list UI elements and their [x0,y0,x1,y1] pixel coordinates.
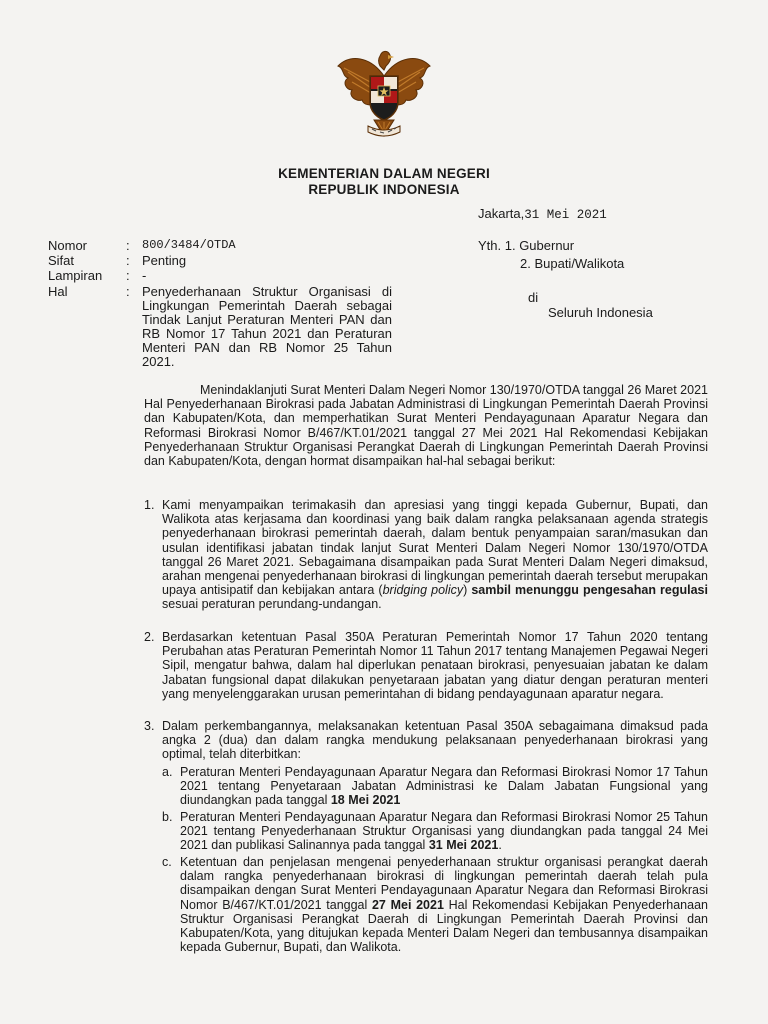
intro-text: Menindaklanjuti Surat Menteri Dalam Negeri Nomor 130/1970/OTDA tanggal 26 Maret 2021 Hal Penyederhanaan Birokrasi pada Jabatan Administrasi di Lingkungan Pemerintah Daerah Provinsi dan Kabupaten/Kota, dan memperhatikan Surat Menteri Pendayagunaan Aparatur Negara dan Reformasi Birokrasi Nomor B/467/KT.01/2021 tanggal 27 Mei 2021 Hal Rekomendasi Kebijakan Penyederhanaan Struktur Organisasi Perangkat Daerah di Lingkungan Pemerintah Daerah Provinsi dan Kabupaten/Kota, dengan hormat disampaikan hal-hal sebagai berikut: [144,383,708,469]
ministry-title: KEMENTERIAN DALAM NEGERI [278,166,490,181]
sub-item-letter: a. [162,765,173,779]
item-3-text: Dalam perkembangannya, melaksanakan ketentuan Pasal 350A sebagaimana dimaksud pada angka 2 (dua) dan dalam rangka mendukung pelaksanaan penyederhanaan birokrasi yang optimal, telah diterbitkan: [162,719,708,762]
hal-label: Hal [48,284,68,299]
recipient-di: di [528,290,539,305]
item-1-bold: sambil menunggu pengesahan regulasi [471,583,708,598]
nomor-value: 800/3484/OTDA [142,238,236,252]
item-1-text-b: ) [463,583,472,598]
sub-item-c-text [180,855,708,954]
date-city: Jakarta, [478,206,525,221]
sub-c-text-a: Ketentuan dan penjelasan mengenai penyederhanaan struktur organisasi perangkat daerah dalam rangka penyederhanaan birokrasi di lingkungan pemerintah daerah telah pula disampaikan dengan Surat Menteri Pendayagunaan Aparatur Negara dan Reformasi Birokrasi Nomor B/467/KT.01/2021 tanggal [180,855,708,912]
item-1-text-c: sesuai peraturan perundang-undangan. [162,597,382,612]
date-value: 31 Mei 2021 [524,208,607,222]
sub-item-b-text [180,810,708,853]
sub-a-text: Peraturan Menteri Pendayagunaan Aparatur Negara dan Reformasi Birokrasi Nomor 17 Tahun 2021 tentang Penyetaraan Jabatan Administrasi ke Dalam Jabatan Fungsional yang diundangkan pada tanggal [180,765,708,808]
sifat-label: Sifat [48,253,75,268]
intro-paragraph [144,383,708,468]
colon: : [126,253,130,268]
recipient-place: Seluruh Indonesia [548,305,653,320]
colon: : [126,268,130,283]
item-1-text [162,498,708,612]
colon: : [126,284,130,299]
item-number: 2. [144,630,155,644]
sifat-value: Penting [142,253,187,268]
sub-item-a-text [180,765,708,808]
letter-date [478,206,607,222]
lampiran-value: - [142,268,147,283]
country-title: REPUBLIK INDONESIA [308,182,460,197]
hal-value: Penyederhanaan Struktur Organisasi di Lingkungan Pemerintah Daerah sebagai Tindak Lanjut Peraturan Menteri PAN dan RB Nomor 17 Tahun 2021 dan Peraturan Menteri PAN dan RB Nomor 25 Tahun 2021. [142,284,392,369]
sub-b-text: Peraturan Menteri Pendayagunaan Aparatur Negara dan Reformasi Birokrasi Nomor 25 Tahun 2021 tentang Penyederhanaan Struktur Organisasi yang diundangkan pada tanggal 24 Mei 2021 dan publikasi Salinannya pada tanggal [180,810,708,853]
sub-item-letter: b. [162,810,173,824]
lampiran-label: Lampiran [48,268,103,283]
sub-c-text-b: Hal Rekomendasi Kebijakan Penyederhanaan Struktur Organisasi Perangkat Daerah di Lingkungan Pemerintah Daerah Provinsi dan Kabupaten/Kota, yang ditujukan kepada Menteri Dalam Negeri dan tembusannya disampaikan kepada Gubernur, Bupati, dan Walikota. [180,897,708,955]
nomor-label: Nomor [48,238,88,253]
sub-a-bold: 18 Mei 2021 [330,793,401,808]
item-1-italic: bridging policy [382,583,464,598]
item-number: 1. [144,498,155,512]
item-2-text: Berdasarkan ketentuan Pasal 350A Peraturan Pemerintah Nomor 17 Tahun 2020 tentang Perubahan atas Peraturan Pemerintah Nomor 11 Tahun 2017 tentang Manajemen Pegawai Negeri Sipil, mengatur bahwa, dalam hal diperlukan penataan birokrasi, penyesuaian jabatan ke dalam Jabatan fungsional dapat dilakukan penyetaraan jabatan yang diatur dengan peraturan menteri yang menyelenggarakan urusan pemerintahan di bidang pendayagunaan aparatur negara. [162,630,708,701]
garuda-emblem-icon [330,46,438,146]
sub-item-letter: c. [162,855,172,869]
colon: : [126,238,130,253]
sub-b-end: . [498,838,502,853]
sub-c-bold: 27 Mei 2021 [371,897,444,912]
item-1-text-a: Kami menyampaikan terimakasih dan apresiasi yang tinggi kepada Gubernur, Bupati, dan Walikota atas kerjasama dan koordinasi yang baik dalam rangka pelaksanaan agenda strategis penyederhanaan birokrasi pemerintah daerah, dalam bentuk penyampaian saran/masukan dan usulan identifikasi jabatan tindak lanjut Surat Menteri Dalam Negeri Nomor 130/1970/OTDA tanggal 26 Maret 2021. Sebagaimana disampaikan pada Surat Menteri Dalam Negeri dimaksud, arahan mengenai penyederhanaan birokrasi di lingkungan pemerintah daerah tersebut merupakan upaya antisipatif dan kebijakan antara ( [162,498,708,598]
recipient-second: 2. Bupati/Walikota [520,256,625,271]
recipient-yth: Yth. 1. Gubernur [478,238,575,253]
item-number: 3. [144,719,155,733]
sub-b-bold: 31 Mei 2021 [428,838,499,853]
